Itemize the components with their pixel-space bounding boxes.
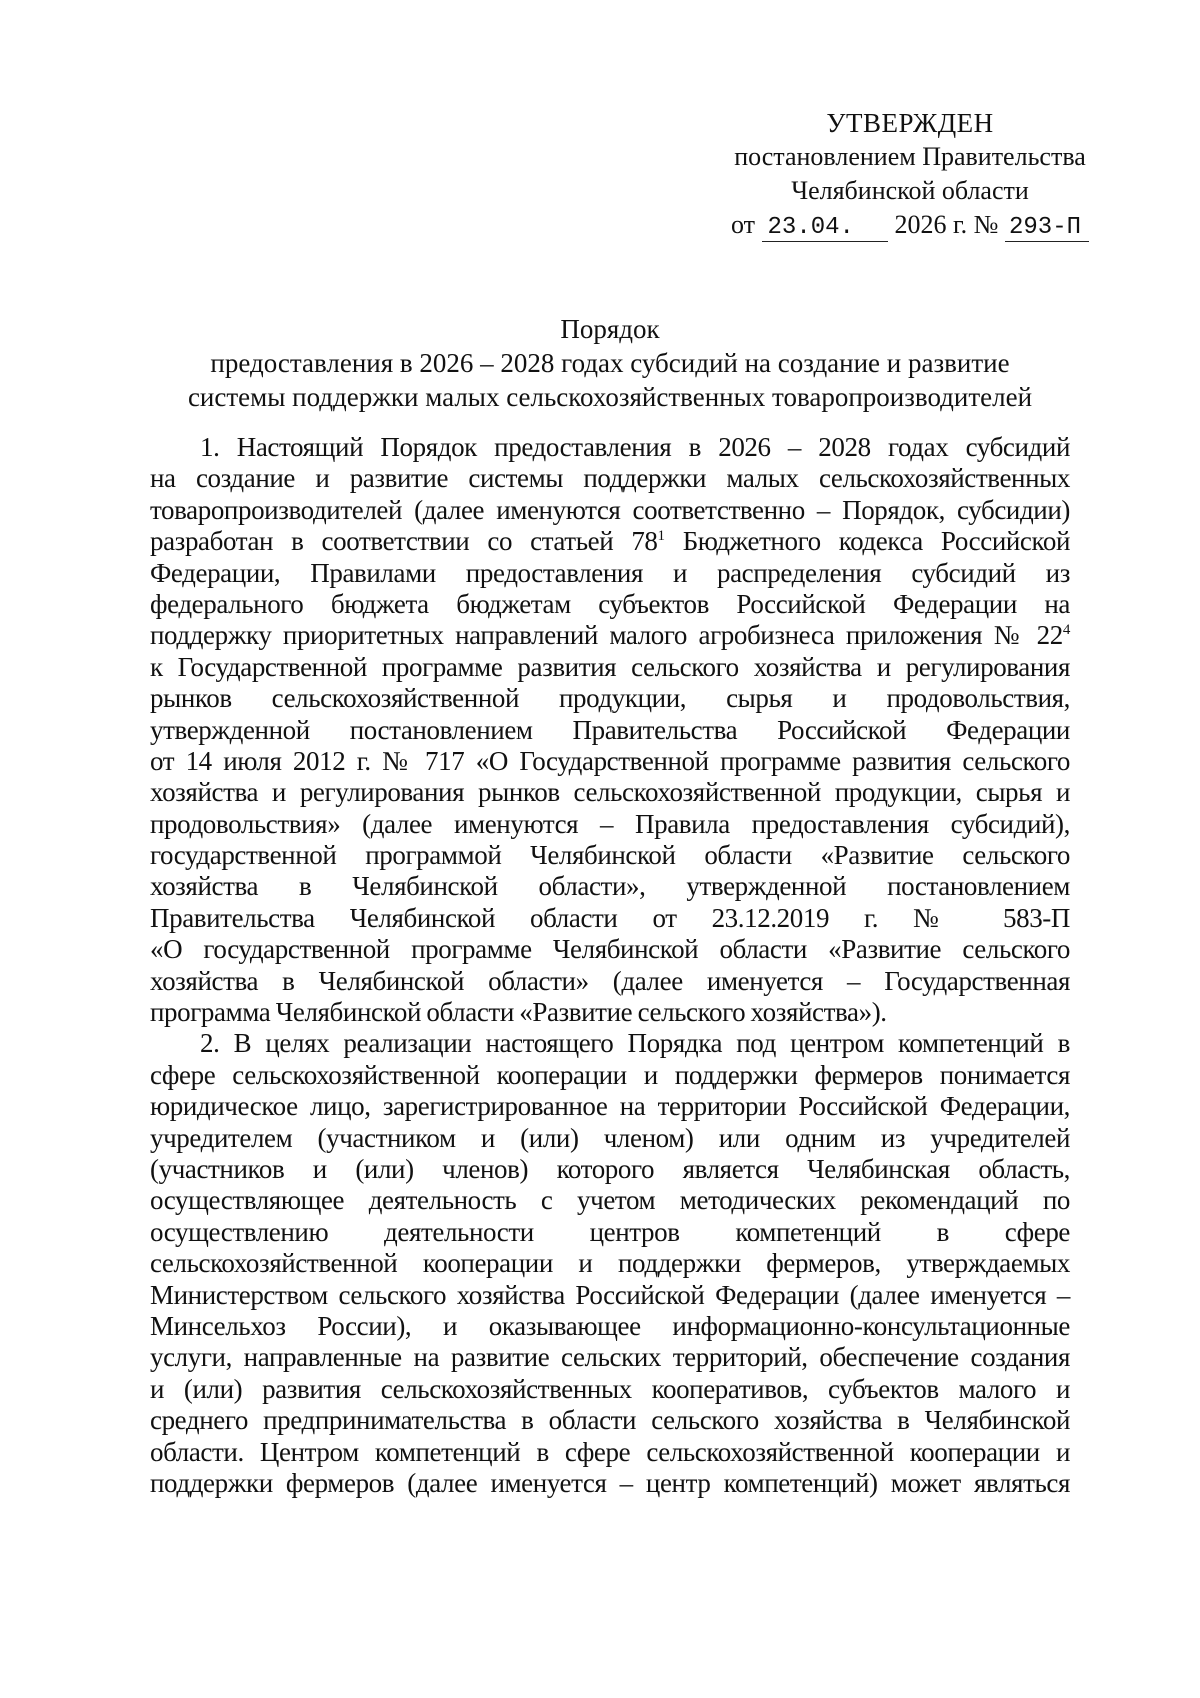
paragraph-1-line: Правительства Челябинской области от 23.12.2019 г. № 583-П <box>150 902 1070 933</box>
line-text: Бюджетного кодекса Российской <box>664 526 1070 557</box>
paragraph-2-line: области. Центром компетенций в сфере сельскохозяйственной кооперации и <box>150 1436 1070 1467</box>
paragraph-1-line: федерального бюджета бюджетам субъектов Российской Федерации на <box>150 588 1070 619</box>
title-line-1: Порядок <box>560 314 660 344</box>
title-line-2: предоставления в 2026 – 2028 годах субсидий на создание и развитие <box>210 348 1010 378</box>
paragraph-1-line <box>150 620 1070 651</box>
paragraph-2-line: (участников и (или) членов) которого является Челябинская область, <box>150 1153 1070 1184</box>
date-value: 23.04. <box>762 215 888 242</box>
paragraph-2-line: осуществляющее деятельность с учетом методических рекомендаций по <box>150 1185 1070 1216</box>
paragraph-2-line: сфере сельскохозяйственной кооперации и поддержки фермеров понимается <box>150 1059 1070 1090</box>
paragraph-2-line: Министерством сельского хозяйства Российской Федерации (далее именуется – <box>150 1279 1070 1310</box>
paragraph-1-line: хозяйства и регулирования рынков сельскохозяйственной продукции, сырья и <box>150 777 1070 808</box>
paragraph-2-line: осуществлению деятельности центров компетенций в сфере <box>150 1216 1070 1247</box>
document-title <box>150 312 1070 414</box>
superscript: 1 <box>657 528 665 545</box>
document-number: 293-П <box>1005 215 1089 242</box>
paragraph-1-line: рынков сельскохозяйственной продукции, сырья и продовольствия, <box>150 683 1070 714</box>
paragraph-1-line <box>150 526 1070 557</box>
year-text: 2026 г. № <box>894 210 999 239</box>
approval-line-1: постановлением Правительства <box>734 142 1086 171</box>
date-prefix: от <box>730 210 756 239</box>
superscript: 4 <box>1062 622 1070 639</box>
paragraph-2-line: юридическое лицо, зарегистрированное на территории Российской Федерации, <box>150 1091 1070 1122</box>
paragraph-1-line: программа Челябинской области «Развитие сельского хозяйства»). <box>150 997 887 1028</box>
approval-date-line <box>720 208 1100 242</box>
approval-stamp <box>720 106 1100 242</box>
paragraph-1-line: Федерации, Правилами предоставления и распределения субсидий из <box>150 557 1070 588</box>
paragraph-1-line: на создание и развитие системы поддержки малых сельскохозяйственных <box>150 463 1070 494</box>
paragraph-2-line: и (или) развития сельскохозяйственных кооперативов, субъектов малого и <box>150 1373 1070 1404</box>
paragraph-1-line: государственной программой Челябинской области «Развитие сельского <box>150 840 1070 871</box>
paragraph-1-line: «О государственной программе Челябинской области «Развитие сельского <box>150 934 1070 965</box>
paragraph-2-line: Минсельхоз России), и оказывающее информационно-консультационные <box>150 1310 1070 1341</box>
paragraph-2-line: сельскохозяйственной кооперации и поддержки фермеров, утверждаемых <box>150 1248 1070 1279</box>
approval-line-2: Челябинской области <box>791 176 1029 205</box>
paragraph-2-line: учредителем (участником и (или) членом) или одним из учредителей <box>150 1122 1070 1153</box>
paragraph-2-line: услуги, направленные на развитие сельских территорий, обеспечение создания <box>150 1342 1070 1373</box>
paragraph-1-line: продовольствия» (далее именуются – Правила предоставления субсидий), <box>150 808 1070 839</box>
line-text: разработан в соответствии со статьей 78 <box>150 526 658 557</box>
document-body <box>150 432 1070 1499</box>
paragraph-1-line: утвержденной постановлением Правительства Российской Федерации <box>150 714 1070 745</box>
paragraph-2-line: поддержки фермеров (далее именуется – центр компетенций) может являться <box>150 1467 1070 1498</box>
paragraph-1-line: 1. Настоящий Порядок предоставления в 2026 – 2028 годах субсидий <box>200 432 1070 462</box>
paragraph-1-line: хозяйства в Челябинской области», утвержденной постановлением <box>150 871 1070 902</box>
approval-heading: УТВЕРЖДЕН <box>826 108 994 138</box>
title-line-3: системы поддержки малых сельскохозяйственных товаропроизводителей <box>187 382 1033 412</box>
line-text: поддержку приоритетных направлений малого агробизнеса приложения № 22 <box>150 620 1063 651</box>
paragraph-1-line: от 14 июля 2012 г. № 717 «О Государственной программе развития сельского <box>150 745 1070 776</box>
paragraph-1-line: хозяйства в Челябинской области» (далее именуется – Государственная <box>150 965 1070 996</box>
paragraph-1-line: товаропроизводителей (далее именуются соответственно – Порядок, субсидии) <box>150 494 1070 525</box>
paragraph-2-line: 2. В целях реализации настоящего Порядка под центром компетенций в <box>200 1028 1070 1059</box>
paragraph-1-line: к Государственной программе развития сельского хозяйства и регулирования <box>150 651 1070 682</box>
paragraph-2-line: среднего предпринимательства в области сельского хозяйства в Челябинской <box>150 1405 1070 1436</box>
